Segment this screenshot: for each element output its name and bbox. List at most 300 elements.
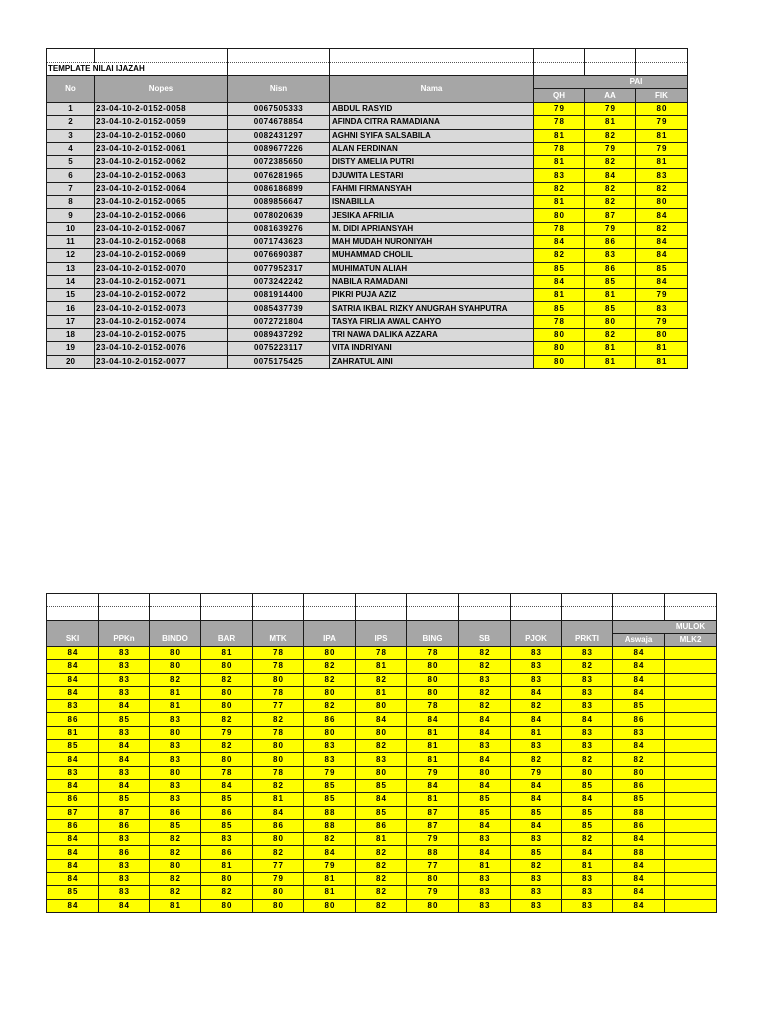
cell-nisn: 0081639276 (228, 222, 330, 235)
cell-fik: 81 (636, 129, 688, 142)
cell-prkti: 81 (562, 859, 613, 872)
cell-mtk: 86 (253, 819, 304, 832)
cell-qh: 80 (534, 209, 585, 222)
cell-bindo: 80 (150, 766, 201, 779)
blank-cell (304, 607, 356, 621)
cell-no: 5 (47, 156, 95, 169)
cell-mlk2 (665, 806, 717, 819)
grade-row (47, 779, 717, 792)
cell-nama: AFINDA CITRA RAMADIANA (330, 116, 534, 129)
cell-fik: 83 (636, 169, 688, 182)
header-aa: AA (585, 89, 636, 103)
cell-aa: 81 (585, 289, 636, 302)
cell-sb: 84 (459, 713, 511, 726)
cell-bing: 80 (407, 873, 459, 886)
cell-mtk: 78 (253, 647, 304, 660)
cell-sb: 85 (459, 793, 511, 806)
cell-ski: 86 (47, 793, 99, 806)
cell-bing: 80 (407, 686, 459, 699)
cell-bindo: 83 (150, 713, 201, 726)
cell-qh: 78 (534, 315, 585, 328)
cell-ski: 86 (47, 713, 99, 726)
cell-aswaja: 85 (613, 700, 665, 713)
cell-fik: 80 (636, 196, 688, 209)
cell-ips: 82 (356, 846, 407, 859)
cell-mlk2 (665, 660, 717, 673)
cell-ips: 84 (356, 713, 407, 726)
cell-ips: 78 (356, 647, 407, 660)
cell-bindo: 82 (150, 873, 201, 886)
cell-ppkn: 83 (99, 726, 150, 739)
cell-bindo: 83 (150, 740, 201, 753)
grade-row (47, 726, 717, 739)
blank-cell (95, 49, 228, 63)
blank-cell (585, 49, 636, 63)
cell-fik: 81 (636, 355, 688, 368)
cell-fik: 85 (636, 262, 688, 275)
cell-prkti: 80 (562, 766, 613, 779)
cell-aa: 83 (585, 249, 636, 262)
cell-no: 9 (47, 209, 95, 222)
cell-nopes: 23-04-10-2-0152-0076 (95, 342, 228, 355)
cell-no: 19 (47, 342, 95, 355)
cell-aa: 82 (585, 129, 636, 142)
cell-nopes: 23-04-10-2-0152-0066 (95, 209, 228, 222)
cell-bing: 80 (407, 660, 459, 673)
cell-mlk2 (665, 753, 717, 766)
cell-bing: 78 (407, 700, 459, 713)
cell-pjok: 83 (511, 833, 562, 846)
subject-grade-table (46, 593, 717, 913)
cell-ipa: 82 (304, 673, 356, 686)
cell-aa: 79 (585, 222, 636, 235)
cell-nama: MUHAMMAD CHOLIL (330, 249, 534, 262)
header-row (47, 621, 717, 634)
cell-nopes: 23-04-10-2-0152-0059 (95, 116, 228, 129)
cell-fik: 84 (636, 249, 688, 262)
cell-pjok: 84 (511, 686, 562, 699)
cell-ppkn: 84 (99, 740, 150, 753)
cell-nisn: 0067505333 (228, 103, 330, 116)
cell-nopes: 23-04-10-2-0152-0075 (95, 329, 228, 342)
cell-mlk2 (665, 833, 717, 846)
cell-ppkn: 86 (99, 819, 150, 832)
cell-ski: 84 (47, 833, 99, 846)
cell-sb: 84 (459, 726, 511, 739)
cell-ips: 81 (356, 660, 407, 673)
cell-prkti: 84 (562, 713, 613, 726)
cell-ppkn: 84 (99, 899, 150, 912)
cell-mlk2 (665, 713, 717, 726)
grade-row (47, 819, 717, 832)
cell-ipa: 85 (304, 779, 356, 792)
cell-nopes: 23-04-10-2-0152-0065 (95, 196, 228, 209)
cell-sb: 83 (459, 899, 511, 912)
cell-aswaja: 86 (613, 819, 665, 832)
cell-mtk: 80 (253, 899, 304, 912)
header-group-mulok: MULOK (613, 621, 717, 634)
cell-nopes: 23-04-10-2-0152-0071 (95, 275, 228, 288)
cell-bindo: 86 (150, 806, 201, 819)
cell-mtk: 80 (253, 886, 304, 899)
cell-aswaja: 84 (613, 647, 665, 660)
grade-row (47, 833, 717, 846)
cell-prkti: 85 (562, 779, 613, 792)
blank-row (47, 607, 717, 621)
cell-ski: 84 (47, 873, 99, 886)
cell-ppkn: 83 (99, 647, 150, 660)
blank-cell (253, 594, 304, 607)
cell-mtk: 80 (253, 740, 304, 753)
header-prkti: PRKTI (562, 621, 613, 647)
student-row (47, 156, 688, 169)
cell-pjok: 82 (511, 859, 562, 872)
cell-mlk2 (665, 886, 717, 899)
cell-nisn: 0089677226 (228, 142, 330, 155)
cell-sb: 84 (459, 753, 511, 766)
cell-bar: 86 (201, 806, 253, 819)
cell-ipa: 83 (304, 740, 356, 753)
blank-cell (511, 607, 562, 621)
cell-nopes: 23-04-10-2-0152-0063 (95, 169, 228, 182)
cell-no: 16 (47, 302, 95, 315)
cell-fik: 83 (636, 302, 688, 315)
blank-cell (150, 607, 201, 621)
cell-pjok: 84 (511, 713, 562, 726)
template-title: TEMPLATE NILAI IJAZAH (47, 63, 228, 76)
cell-sb: 83 (459, 673, 511, 686)
blank-cell (407, 607, 459, 621)
cell-ips: 85 (356, 779, 407, 792)
cell-pjok: 83 (511, 647, 562, 660)
grade-row (47, 713, 717, 726)
cell-nopes: 23-04-10-2-0152-0074 (95, 315, 228, 328)
blank-cell (201, 607, 253, 621)
cell-aswaja: 84 (613, 740, 665, 753)
cell-sb: 82 (459, 700, 511, 713)
header-bindo: BINDO (150, 621, 201, 647)
cell-bar: 81 (201, 647, 253, 660)
cell-nopes: 23-04-10-2-0152-0064 (95, 182, 228, 195)
student-row (47, 222, 688, 235)
cell-ski: 83 (47, 700, 99, 713)
cell-no: 3 (47, 129, 95, 142)
cell-bar: 85 (201, 793, 253, 806)
cell-aa: 79 (585, 103, 636, 116)
cell-aswaja: 84 (613, 886, 665, 899)
header-nisn: Nisn (228, 76, 330, 103)
cell-ppkn: 83 (99, 886, 150, 899)
student-row (47, 129, 688, 142)
cell-ipa: 80 (304, 899, 356, 912)
cell-aswaja: 84 (613, 686, 665, 699)
cell-prkti: 84 (562, 846, 613, 859)
cell-sb: 82 (459, 660, 511, 673)
cell-aa: 80 (585, 315, 636, 328)
cell-qh: 81 (534, 129, 585, 142)
student-row (47, 116, 688, 129)
cell-mtk: 78 (253, 726, 304, 739)
cell-prkti: 82 (562, 833, 613, 846)
cell-ppkn: 87 (99, 806, 150, 819)
blank-cell (150, 594, 201, 607)
cell-bindo: 82 (150, 673, 201, 686)
cell-mtk: 78 (253, 686, 304, 699)
cell-ips: 86 (356, 819, 407, 832)
cell-fik: 82 (636, 222, 688, 235)
cell-no: 10 (47, 222, 95, 235)
cell-prkti: 83 (562, 873, 613, 886)
cell-pjok: 82 (511, 700, 562, 713)
cell-no: 18 (47, 329, 95, 342)
blank-cell (665, 607, 717, 621)
cell-ski: 81 (47, 726, 99, 739)
grade-row (47, 660, 717, 673)
cell-pjok: 83 (511, 740, 562, 753)
cell-mtk: 77 (253, 859, 304, 872)
cell-nopes: 23-04-10-2-0152-0069 (95, 249, 228, 262)
cell-ipa: 79 (304, 859, 356, 872)
cell-fik: 82 (636, 182, 688, 195)
cell-aswaja: 86 (613, 779, 665, 792)
blank-cell (356, 594, 407, 607)
cell-pjok: 83 (511, 660, 562, 673)
cell-aa: 82 (585, 329, 636, 342)
cell-pjok: 82 (511, 753, 562, 766)
cell-bar: 82 (201, 713, 253, 726)
cell-prkti: 83 (562, 886, 613, 899)
cell-nama: AGHNI SYIFA SALSABILA (330, 129, 534, 142)
cell-qh: 81 (534, 289, 585, 302)
cell-bar: 84 (201, 779, 253, 792)
cell-bing: 87 (407, 819, 459, 832)
cell-nisn: 0075223117 (228, 342, 330, 355)
cell-no: 11 (47, 235, 95, 248)
cell-aswaja: 84 (613, 899, 665, 912)
cell-qh: 78 (534, 142, 585, 155)
grade-row (47, 766, 717, 779)
cell-ips: 85 (356, 806, 407, 819)
cell-bindo: 82 (150, 886, 201, 899)
cell-sb: 80 (459, 766, 511, 779)
cell-mtk: 80 (253, 673, 304, 686)
cell-nisn: 0076281965 (228, 169, 330, 182)
cell-ipa: 80 (304, 686, 356, 699)
blank-cell (636, 49, 688, 63)
cell-bar: 78 (201, 766, 253, 779)
cell-bing: 80 (407, 673, 459, 686)
cell-nopes: 23-04-10-2-0152-0070 (95, 262, 228, 275)
cell-nisn: 0086186899 (228, 182, 330, 195)
cell-fik: 79 (636, 289, 688, 302)
cell-ipa: 82 (304, 660, 356, 673)
header-ipa: IPA (304, 621, 356, 647)
blank-cell (562, 607, 613, 621)
cell-pjok: 83 (511, 886, 562, 899)
cell-nisn: 0072721804 (228, 315, 330, 328)
cell-prkti: 82 (562, 660, 613, 673)
grade-row (47, 873, 717, 886)
grade-row (47, 686, 717, 699)
cell-qh: 79 (534, 103, 585, 116)
cell-ips: 82 (356, 873, 407, 886)
student-row (47, 235, 688, 248)
cell-aa: 82 (585, 156, 636, 169)
cell-nisn: 0075175425 (228, 355, 330, 368)
cell-ski: 84 (47, 859, 99, 872)
cell-qh: 82 (534, 249, 585, 262)
cell-ski: 85 (47, 740, 99, 753)
cell-aswaja: 84 (613, 660, 665, 673)
cell-ppkn: 84 (99, 779, 150, 792)
cell-ips: 82 (356, 740, 407, 753)
cell-bing: 79 (407, 766, 459, 779)
cell-nisn: 0089437292 (228, 329, 330, 342)
cell-qh: 80 (534, 355, 585, 368)
blank-cell (636, 63, 688, 76)
cell-qh: 84 (534, 275, 585, 288)
cell-prkti: 83 (562, 647, 613, 660)
cell-prkti: 82 (562, 753, 613, 766)
cell-sb: 84 (459, 779, 511, 792)
title-row (47, 63, 688, 76)
cell-aswaja: 84 (613, 873, 665, 886)
cell-ski: 84 (47, 779, 99, 792)
cell-ppkn: 85 (99, 713, 150, 726)
cell-bindo: 83 (150, 793, 201, 806)
cell-bing: 79 (407, 833, 459, 846)
cell-ppkn: 86 (99, 846, 150, 859)
cell-ski: 84 (47, 753, 99, 766)
cell-bindo: 80 (150, 660, 201, 673)
cell-sb: 85 (459, 806, 511, 819)
header-bar: BAR (201, 621, 253, 647)
cell-ips: 82 (356, 859, 407, 872)
cell-mlk2 (665, 647, 717, 660)
cell-mlk2 (665, 700, 717, 713)
cell-ppkn: 83 (99, 686, 150, 699)
cell-ipa: 80 (304, 726, 356, 739)
cell-nama: ISNABILLA (330, 196, 534, 209)
cell-fik: 80 (636, 103, 688, 116)
cell-fik: 79 (636, 315, 688, 328)
cell-aswaja: 84 (613, 833, 665, 846)
student-row (47, 289, 688, 302)
blank-cell (534, 49, 585, 63)
cell-mtk: 82 (253, 779, 304, 792)
cell-ski: 84 (47, 673, 99, 686)
cell-qh: 81 (534, 156, 585, 169)
cell-ips: 82 (356, 673, 407, 686)
grade-row (47, 793, 717, 806)
cell-ips: 81 (356, 833, 407, 846)
student-row (47, 142, 688, 155)
blank-cell (201, 594, 253, 607)
cell-no: 15 (47, 289, 95, 302)
cell-nama: TRI NAWA DALIKA AZZARA (330, 329, 534, 342)
cell-nama: VITA INDRIYANI (330, 342, 534, 355)
cell-bar: 82 (201, 673, 253, 686)
cell-pjok: 81 (511, 726, 562, 739)
blank-cell (330, 63, 534, 76)
cell-nisn: 0082431297 (228, 129, 330, 142)
student-row (47, 209, 688, 222)
cell-nopes: 23-04-10-2-0152-0061 (95, 142, 228, 155)
cell-bindo: 81 (150, 700, 201, 713)
cell-bing: 78 (407, 647, 459, 660)
cell-nopes: 23-04-10-2-0152-0072 (95, 289, 228, 302)
cell-mlk2 (665, 819, 717, 832)
cell-aa: 85 (585, 275, 636, 288)
blank-cell (407, 594, 459, 607)
cell-ski: 86 (47, 819, 99, 832)
cell-aswaja: 83 (613, 726, 665, 739)
cell-bindo: 81 (150, 899, 201, 912)
cell-ipa: 83 (304, 753, 356, 766)
cell-nisn: 0074678854 (228, 116, 330, 129)
blank-cell (511, 594, 562, 607)
cell-no: 8 (47, 196, 95, 209)
header-ski: SKI (47, 621, 99, 647)
cell-mtk: 79 (253, 873, 304, 886)
cell-bar: 82 (201, 740, 253, 753)
cell-qh: 85 (534, 262, 585, 275)
cell-bar: 85 (201, 819, 253, 832)
grade-row (47, 886, 717, 899)
cell-ppkn: 84 (99, 753, 150, 766)
cell-fik: 84 (636, 209, 688, 222)
cell-aa: 79 (585, 142, 636, 155)
cell-aswaja: 85 (613, 793, 665, 806)
cell-ppkn: 84 (99, 700, 150, 713)
header-ppkn: PPKn (99, 621, 150, 647)
cell-sb: 83 (459, 886, 511, 899)
header-group-pai: PAI (534, 76, 688, 89)
cell-nama: FAHMI FIRMANSYAH (330, 182, 534, 195)
cell-prkti: 83 (562, 700, 613, 713)
cell-mtk: 77 (253, 700, 304, 713)
blank-cell (228, 63, 330, 76)
cell-qh: 84 (534, 235, 585, 248)
header-fik: FIK (636, 89, 688, 103)
cell-nisn: 0071743623 (228, 235, 330, 248)
grade-row (47, 846, 717, 859)
cell-aa: 81 (585, 342, 636, 355)
cell-sb: 82 (459, 647, 511, 660)
cell-ppkn: 83 (99, 859, 150, 872)
header-ips: IPS (356, 621, 407, 647)
blank-cell (459, 607, 511, 621)
cell-bar: 81 (201, 859, 253, 872)
cell-ips: 84 (356, 793, 407, 806)
cell-no: 7 (47, 182, 95, 195)
cell-mtk: 80 (253, 833, 304, 846)
student-row (47, 182, 688, 195)
cell-nama: ALAN FERDINAN (330, 142, 534, 155)
header-aswaja: Aswaja (613, 634, 665, 647)
cell-nisn: 0077952317 (228, 262, 330, 275)
cell-sb: 81 (459, 859, 511, 872)
cell-no: 17 (47, 315, 95, 328)
header-sb: SB (459, 621, 511, 647)
cell-nama: SATRIA IKBAL RIZKY ANUGRAH SYAHPUTRA (330, 302, 534, 315)
cell-ipa: 88 (304, 806, 356, 819)
header-bing: BING (407, 621, 459, 647)
blank-cell (459, 594, 511, 607)
cell-bar: 79 (201, 726, 253, 739)
cell-ski: 85 (47, 886, 99, 899)
cell-bindo: 83 (150, 753, 201, 766)
